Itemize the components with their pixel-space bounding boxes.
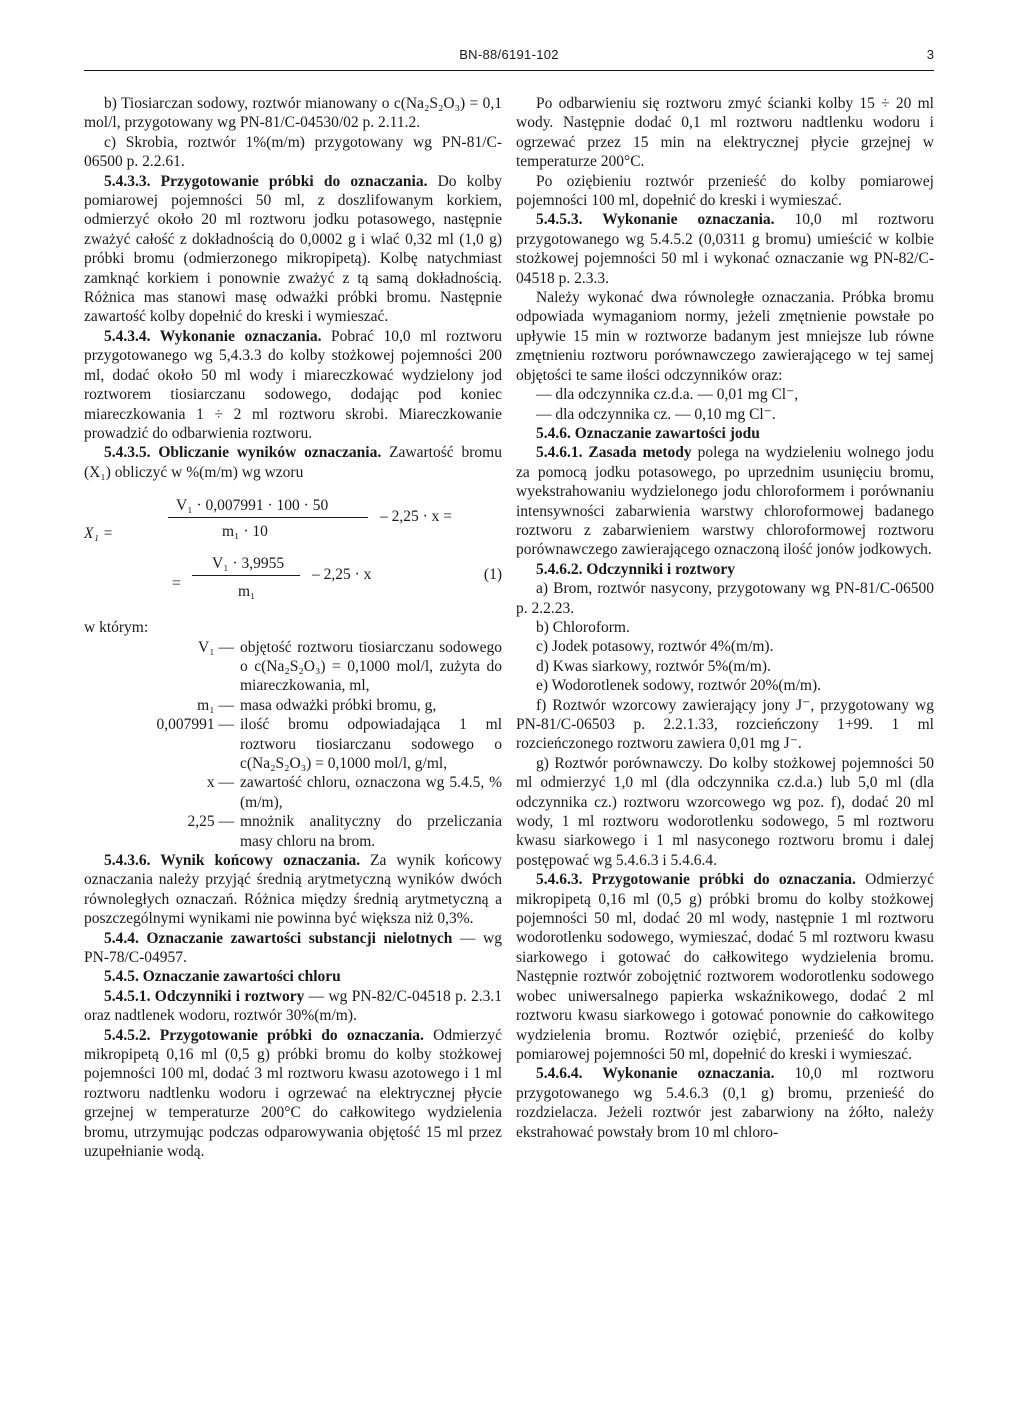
- reagent-item: e) Wodorotlenek sodowy, roztwór 20%(m/m).: [536, 677, 822, 695]
- section-5-4-3-5: [84, 443, 502, 482]
- definition-text: objętość roztworu tiosiarczanu sodowego o c(Na₂S₂O₃) = 0,1000 mol/l, zużyta do miareczkowania, ml,: [240, 638, 502, 695]
- definition-term: V₁ —: [198, 638, 234, 656]
- formula-lhs: X₁ =: [84, 525, 114, 543]
- paragraph: c) Skrobia, roztwór 1%(m/m) przygotowany wg PN-81/C-06500 p. 2.2.61.: [84, 133, 502, 171]
- section-text: Odmierzyć mikropipetą 0,16 ml (0,5 g) próbki bromu do kolby stożkowej pojemności 50 ml, dodać 20 ml wody, następnie 1 ml roztworu wodorotlenku sodowego, wymieszać, dodać 5 ml roztworu kwasu siarkowego i gotować do całkowitego wydzielenia bromu. Następnie roztwór zobojętnić roztworem wodorotlenku sodowego wobec uniwersalnego papierka wskaźnikowego, dodać 2 ml roztworu kwasu siarkowego i gotować ponownie do całkowitego wydzielenia bromu. Roztwór oziębić, przenieść do kolby pomiarowej pojemności 50 ml, dopełnić do kreski i wymieszać.: [516, 871, 935, 1063]
- list-item: — dla odczynnika cz. — 0,10 mg Cl⁻.: [536, 405, 776, 423]
- standard-code: BN-88/6191-102: [459, 47, 559, 62]
- section-5-4-5-3: [516, 210, 934, 288]
- definition-term: 0,007991 —: [156, 716, 234, 734]
- reagent-item: b) Chloroform.: [536, 618, 630, 636]
- section-heading: 5.4.6.4. Wykonanie oznaczania.: [536, 1065, 775, 1083]
- reagent-item: g) Roztwór porównawczy. Do kolby stożkowej pojemności 50 ml odmierzyć 1,0 ml (dla odczynnika cz.d.a.) lub 5,0 ml (dla odczynnika cz.) roztworu wzorcowego wg poz. f), dodać 20 ml wody, 1 ml roztworu wodorotlenku sodowego, 5 ml roztworu kwasu siarkowego i 1 ml nasyconego roztworu bromu i dalej postępować wg 5.4.6.3 i 5.4.6.4.: [516, 754, 934, 869]
- definition-text: mnożnik analityczny do przeliczania masy chloru na brom.: [240, 813, 502, 850]
- section-5-4-3-6: [84, 851, 502, 929]
- list-item: — dla odczynnika cz.d.a. — 0,01 mg Cl⁻,: [536, 386, 799, 404]
- section-5-4-5-2: [84, 1026, 502, 1162]
- section-heading: 5.4.3.5. Obliczanie wyników oznaczania.: [104, 444, 382, 462]
- section-text: Do kolby pomiarowej pojemności 50 ml, z doszlifowanym korkiem, odmierzyć około 20 ml roztworu jodku potasowego, następnie zważyć całość z dokładnością do 0,0002 g i wlać 0,32 ml (1,0 g) próbki bromu (odmierzonego mikropipetą). Kolbę natychmiast zamknąć korkiem i ponownie zważyć z tą samą dokładnością. Różnica mas stanowi masę odważki próbki bromu. Następnie zawartość kolby dopełnić do kreski i wymieszać.: [84, 172, 503, 326]
- section-5-4-4: [84, 929, 502, 968]
- reagent-item: f) Roztwór wzorcowy zawierający jony J⁻, przygotowany wg PN-81/C-06503 p. 2.2.1.33, rozcieńczony 1+99. 1 ml rozcieńczonego roztworu zawiera 0,01 mg J⁻.: [516, 696, 934, 753]
- section-heading: 5.4.5. Oznaczanie zawartości chloru: [104, 968, 341, 986]
- reagent-item: d) Kwas siarkowy, roztwór 5%(m/m).: [536, 657, 771, 675]
- section-5-4-6: [516, 424, 934, 443]
- paragraph: b) Tiosiarczan sodowy, roztwór mianowany o c(Na₂S₂O₃) = 0,1 mol/l, przygotowany wg PN-81/C-04530/02 p. 2.11.2.: [84, 95, 502, 132]
- section-heading: 5.4.5.1. Odczynniki i roztwory: [104, 987, 305, 1005]
- section-text: 10,0 ml roztworu przygotowanego wg 5.4.6.3 (0,1 g) bromu, przenieść do rozdzielacza. Jeżeli roztwór jest zabarwiony na żółto, należy ekstrahować powstały brom 10 ml chloro-: [516, 1065, 934, 1141]
- section-5-4-3-4: [84, 327, 502, 443]
- section-heading: 5.4.5.3. Wykonanie oznaczania.: [536, 211, 775, 229]
- section-text: — wg PN-78/C-04957.: [84, 929, 502, 967]
- section-heading: 5.4.4. Oznaczanie zawartości substancji nielotnych: [104, 929, 453, 947]
- section-5-4-6-3: [516, 870, 934, 1064]
- definition-term: x —: [206, 774, 234, 792]
- formula-denominator-1: m₁ · 10: [222, 523, 268, 541]
- section-text: Pobrać 10,0 ml roztworu przygotowanego wg 5,4.3.3 do kolby stożkowej pojemności 200 ml, dodać około 50 ml wody i miareczkować wydzielony jod roztworem tiosiarczanu sodowego, dodając pod koniec miareczkowania 1 ÷ 2 ml roztworu skrobi. Miareczkowanie prowadzić do odbarwienia roztworu.: [84, 327, 502, 442]
- page-number: 3: [926, 47, 934, 62]
- definition-row: [84, 638, 502, 696]
- left-column: [84, 94, 502, 1162]
- definitions-list: [84, 638, 502, 851]
- definition-row: [84, 773, 502, 812]
- fraction-line: [192, 575, 300, 576]
- reagent-item: a) Brom, roztwór nasycony, przygotowany wg PN-81/C-06500 p. 2.2.23.: [516, 580, 934, 617]
- definition-row: [84, 715, 502, 773]
- where-label: w którym:: [84, 619, 149, 637]
- definition-row: [84, 812, 502, 851]
- section-5-4-6-4: [516, 1064, 934, 1142]
- formula-denominator-2: m₁: [238, 583, 256, 601]
- section-heading: 5.4.3.6. Wynik końcowy oznaczania.: [104, 852, 361, 869]
- section-5-4-3-3: [84, 172, 502, 327]
- right-column: [516, 94, 934, 1142]
- definition-term: m₁ —: [197, 696, 234, 714]
- fraction-line: [168, 517, 368, 518]
- formula-tail-2: – 2,25 · x: [312, 566, 372, 584]
- paragraph: Po odbarwieniu się roztworu zmyć ścianki kolby 15 ÷ 20 ml wody. Następnie dodać 0,1 ml roztworu nadtlenku wodoru i ogrzewać przez 15 min na elektrycznej płycie grzejnej w temperaturze 200°C.: [516, 95, 934, 171]
- section-heading: 5.4.3.3. Przygotowanie próbki do oznaczania.: [104, 172, 428, 190]
- paragraph: Należy wykonać dwa równoległe oznaczania. Próbka bromu odpowiada wymaganiom normy, jeżeli zmętnienie powstałe po upływie 15 min w roztworze badanym jest mniejsze lub równe zmętnieniu roztworu porównawczego zawierającego w tej samej objętości te same ilości odczynników oraz:: [516, 289, 934, 384]
- definition-row: [84, 696, 502, 715]
- section-5-4-5: [84, 967, 502, 986]
- reagent-item: c) Jodek potasowy, roztwór 4%(m/m).: [536, 638, 774, 656]
- section-5-4-5-1: [84, 987, 502, 1026]
- section-heading: 5.4.6.1. Zasada metody: [536, 444, 692, 462]
- section-heading: 5.4.5.2. Przygotowanie próbki do oznaczania.: [104, 1026, 424, 1044]
- section-5-4-6-1: [516, 443, 934, 559]
- section-text: 10,0 ml roztworu przygotowanego wg 5.4.5.2 (0,0311 g bromu) umieścić w kolbie stożkowej pojemności 50 ml i wykonać oznaczanie wg PN-82/C-04518 p. 2.3.3.: [516, 211, 934, 287]
- section-text: Zawartość bromu (X₁) obliczyć w %(m/m) wg wzoru: [84, 444, 502, 481]
- section-heading: 5.4.3.4. Wykonanie oznaczania.: [104, 327, 322, 345]
- definition-text: zawartość chloru, oznaczona wg 5.4.5, %(m/m),: [240, 774, 502, 811]
- section-text: polega na wydzieleniu wolnego jodu za pomocą jodku potasowego, po uprzednim usunięciu bromu, wyekstrahowaniu wydzielonego jodu chloroformem i porównaniu intensywności zabarwienia warstwy chloroformowej badanego roztworu z zabarwieniem warstwy chloroformowej roztworu porównawczego zawierającego oznaczoną ilość jonów jodkowych.: [516, 444, 934, 559]
- definition-text: masa odważki próbki bromu, g,: [240, 696, 437, 714]
- section-text: Za wynik końcowy oznaczania należy przyjąć średnią arytmetyczną wyników dwóch równoległych oznaczań. Różnica między średnią arytmetyczną a poszczególnymi wynikami nie powinna być większa niż 0,3%.: [84, 852, 502, 928]
- formula-number: (1): [483, 566, 502, 584]
- page-header: [84, 44, 934, 71]
- formula-1: [84, 490, 502, 612]
- section-5-4-6-2: [516, 560, 934, 579]
- formula-numerator-1: V₁ · 0,007991 · 100 · 50: [176, 497, 329, 515]
- definition-text: ilość bromu odpowiadająca 1 ml roztworu tiosiarczanu sodowego o c(Na₂S₂O₃) = 0,1000 mol/l, g/ml,: [240, 716, 502, 772]
- section-heading: 5.4.6.3. Przygotowanie próbki do oznaczania.: [536, 871, 856, 889]
- formula-tail-1: – 2,25 · x =: [380, 508, 453, 526]
- definition-term: 2,25 —: [187, 813, 234, 831]
- formula-equals-2: =: [172, 575, 181, 593]
- section-heading: 5.4.6.2. Odczynniki i roztwory: [536, 560, 736, 578]
- section-text: — wg PN-82/C-04518 p. 2.3.1 oraz nadtlenek wodoru, roztwór 30%(m/m).: [84, 987, 502, 1025]
- section-text: Odmierzyć mikropipetą 0,16 ml (0,5 g) próbki bromu do kolby stożkowej pojemności 100 ml, dodać 3 ml roztworu kwasu azotowego i 1 ml roztworu nadtlenku wodoru i ogrzewać na elektrycznej płycie grzejnej w temperaturze 200°C do całkowitego wydzielenia bromu, utrzymując podczas odparowywania objętość 15 ml przez uzupełnianie wodą.: [84, 1026, 503, 1161]
- paragraph: Po oziębieniu roztwór przenieść do kolby pomiarowej pojemności 100 ml, dopełnić do kreski i wymieszać.: [516, 172, 934, 210]
- section-heading: 5.4.6. Oznaczanie zawartości jodu: [536, 424, 760, 442]
- formula-numerator-2: V₁ · 3,9955: [212, 555, 285, 573]
